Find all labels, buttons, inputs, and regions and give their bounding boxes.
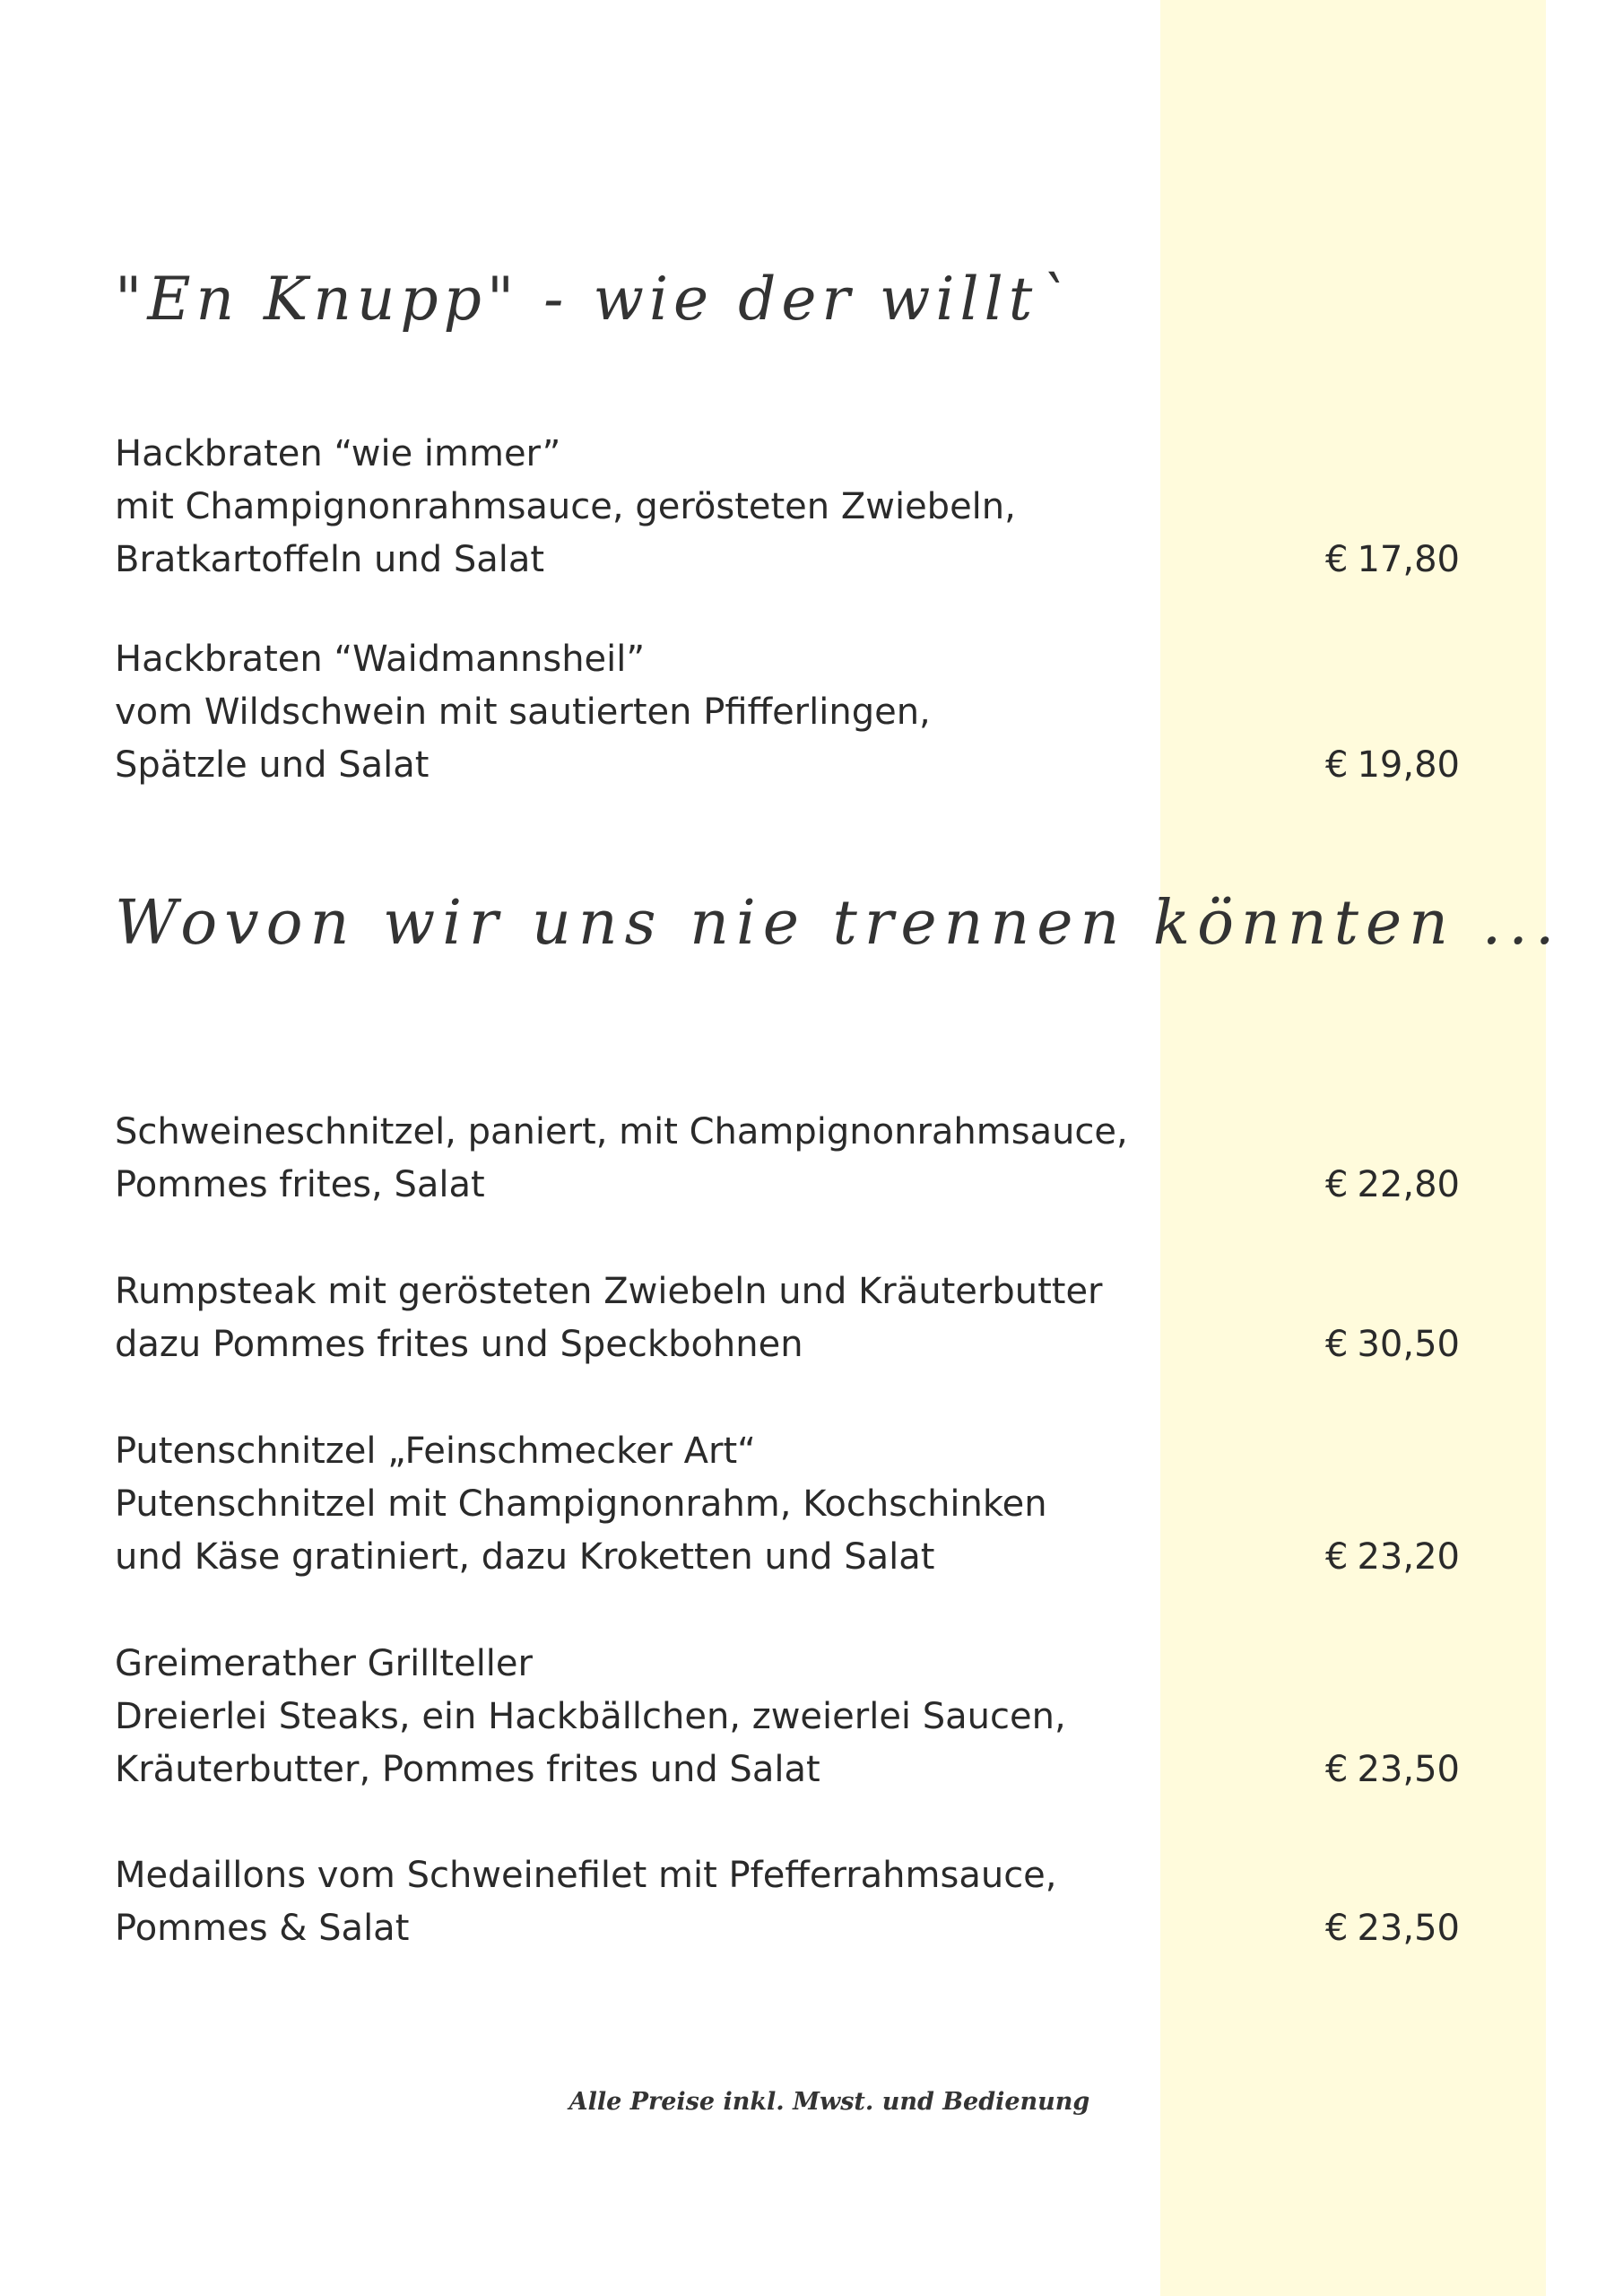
menu-item [115, 1106, 1460, 1212]
item-title: Putenschnitzel „Feinschmecker Art“ [115, 1431, 756, 1472]
price-value: 30,50 [1357, 1324, 1460, 1365]
section-heading: "En Knupp" - wie der willt` [115, 265, 1073, 334]
item-title: Schweineschnitzel, paniert, mit Champignonrahmsauce, [115, 1111, 1128, 1152]
euro-sign: € [1325, 1908, 1349, 1949]
item-description: dazu Pommes frites und Speckbohnen [115, 1324, 803, 1365]
item-description: Kräuterbutter, Pommes frites und Salat [115, 1749, 820, 1790]
item-price [1245, 1531, 1460, 1584]
item-price [1245, 534, 1460, 587]
footer-text: Alle Preise inkl. Mwst. und Bedienung [568, 2088, 1090, 2116]
menu-item [115, 1638, 1460, 1796]
item-description: und Käse gratiniert, dazu Kroketten und Salat [115, 1536, 935, 1578]
item-title: Rumpsteak mit gerösteten Zwiebeln und Kräuterbutter [115, 1271, 1103, 1312]
price-value: 23,50 [1357, 1908, 1460, 1949]
item-price [1245, 1159, 1460, 1212]
item-price [1245, 1902, 1460, 1955]
euro-sign: € [1325, 1536, 1349, 1578]
euro-sign: € [1325, 744, 1349, 786]
price-value: 22,80 [1357, 1164, 1460, 1205]
item-description: mit Champignonrahmsauce, gerösteten Zwiebeln, [115, 486, 1016, 527]
item-description: Pommes & Salat [115, 1908, 410, 1949]
item-price [1245, 1318, 1460, 1371]
item-description: Bratkartoffeln und Salat [115, 539, 545, 580]
item-title: Hackbraten “Waidmannsheil” [115, 639, 646, 680]
price-value: 19,80 [1357, 744, 1460, 786]
menu-item [115, 1265, 1460, 1371]
item-title: Medaillons vom Schweinefilet mit Pfefferrahmsauce, [115, 1855, 1057, 1896]
menu-item [115, 633, 1460, 792]
euro-sign: € [1325, 539, 1349, 580]
price-value: 17,80 [1357, 539, 1460, 580]
item-title: Greimerather Grillteller [115, 1643, 533, 1684]
section-heading: Wovon wir uns nie trennen könnten ... [115, 888, 1562, 959]
page-margin [1546, 0, 1623, 2296]
menu-item [115, 1425, 1460, 1584]
item-price [1245, 1744, 1460, 1796]
item-description: Putenschnitzel mit Champignonrahm, Kochschinken [115, 1483, 1047, 1525]
price-value: 23,50 [1357, 1749, 1460, 1790]
menu-item [115, 428, 1460, 587]
item-description: Spätzle und Salat [115, 744, 430, 786]
item-description: Pommes frites, Salat [115, 1164, 485, 1205]
price-value: 23,20 [1357, 1536, 1460, 1578]
euro-sign: € [1325, 1324, 1349, 1365]
euro-sign: € [1325, 1749, 1349, 1790]
footer-note [0, 2088, 1623, 2116]
item-title: Hackbraten “wie immer” [115, 433, 561, 474]
menu-item [115, 1849, 1460, 1955]
item-description: Dreierlei Steaks, ein Hackbällchen, zweierlei Saucen, [115, 1696, 1066, 1737]
item-price [1245, 739, 1460, 792]
item-description: vom Wildschwein mit sautierten Pfifferlingen, [115, 691, 931, 733]
euro-sign: € [1325, 1164, 1349, 1205]
